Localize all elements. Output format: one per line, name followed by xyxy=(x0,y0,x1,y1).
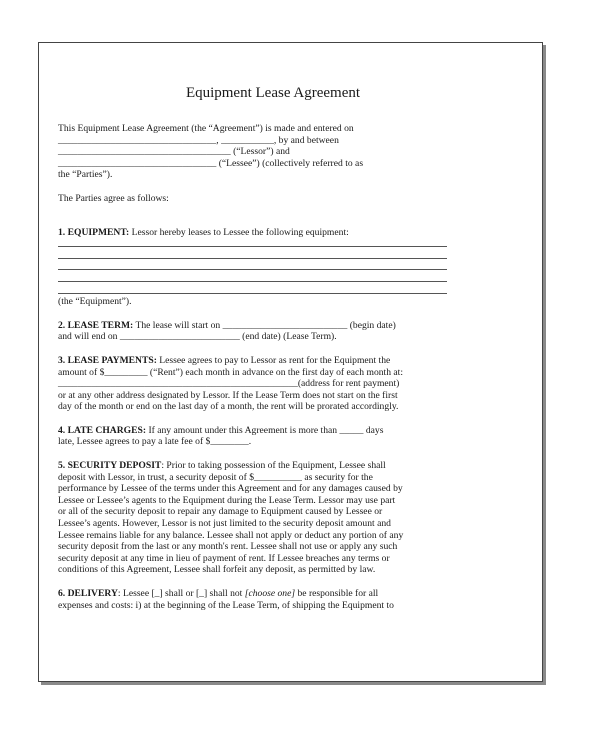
parties-agree: The Parties agree as follows: xyxy=(58,192,169,204)
section-heading: 5. SECURITY DEPOSIT xyxy=(58,460,162,472)
blank-line xyxy=(58,250,488,262)
section-heading: 1. EQUIPMENT: xyxy=(58,226,130,238)
intro-paragraph xyxy=(58,123,488,181)
choose-one-note: [choose one] xyxy=(244,588,296,599)
section-late-charges: 4. LATE CHARGES: If any amount under this Agreement is more than _____ days late, Lessee agrees to pay a late fee of $________. xyxy=(58,424,384,448)
blank-line xyxy=(58,261,488,273)
intro-line: _________________________________ (“Lessee”) (collectively referred to as xyxy=(58,157,364,169)
blank-line xyxy=(58,238,488,250)
intro-line: _________________________________, ___________, by and between xyxy=(58,134,339,146)
section-heading: 3. LEASE PAYMENTS: xyxy=(58,354,157,366)
section-security-deposit: 5. SECURITY DEPOSIT: Prior to taking possession of the Equipment, Lessee shall deposit with Lessor, in trust, a security deposit of $__________ as security for the performance by Lessee of the terms under this Agreement and for any damages caused by Lessee or Lessee’s agents to the Equipment during the Lease Term. Lessor may use part or all of the security deposit to repair any damage to Equipment caused by Lessee or Lessee’s agents. However, Lessor is not just limited to the security deposit amount and Lessee remains liable for any balance. Lessee shall not apply or deduct any portion of any security deposit from the last or any month's rent. Lessee shall not use or apply any such security deposit at any time in lieu of payment of rent. If Lessee breaches any terms or conditions of this Agreement, Lessee shall forfeit any deposit, as permitted by law. xyxy=(58,460,404,576)
section-heading: 6. DELIVERY xyxy=(58,588,118,599)
equipment-closing: (the “Equipment”). xyxy=(58,296,132,308)
document-title: Equipment Lease Agreement xyxy=(185,85,361,101)
blank-line xyxy=(58,285,488,297)
intro-line: This Equipment Lease Agreement (the “Agreement”) is made and entered on xyxy=(58,123,354,134)
section-lease-payments: 3. LEASE PAYMENTS: Lessee agrees to pay to Lessor as rent for the Equipment the amount of $_________ (“Rent”) each month in advance on the first day of each month at: __________________________________________________(address for rent payment) or at any other address designated by Lessor. If the Lease Term does not start on the first day of the month or end on the last day of a month, the rent will be prorated accordingly. xyxy=(58,354,404,413)
blank-line xyxy=(58,273,488,285)
section-equipment: 1. EQUIPMENT: Lessor hereby leases to Lessee the following equipment: (the “Equipment”). xyxy=(58,227,488,308)
section-heading: 2. LEASE TERM: xyxy=(58,319,134,331)
section-heading: 4. LATE CHARGES: xyxy=(58,424,147,436)
intro-line: ____________________________________ (“Lessor”) and xyxy=(58,146,290,158)
document-content xyxy=(58,50,488,623)
intro-line: the “Parties”). xyxy=(58,169,113,181)
section-lease-term: 2. LEASE TERM: The lease will start on __________________________ (begin date) and will end on _________________________ (end date) (Lease Term). xyxy=(58,319,396,343)
section-delivery: 6. DELIVERY: Lessee [_] shall or [_] shall not [choose one] be responsible for all expenses and costs: i) at the beginning of the Lease Term, of shipping the Equipment to xyxy=(58,588,394,611)
